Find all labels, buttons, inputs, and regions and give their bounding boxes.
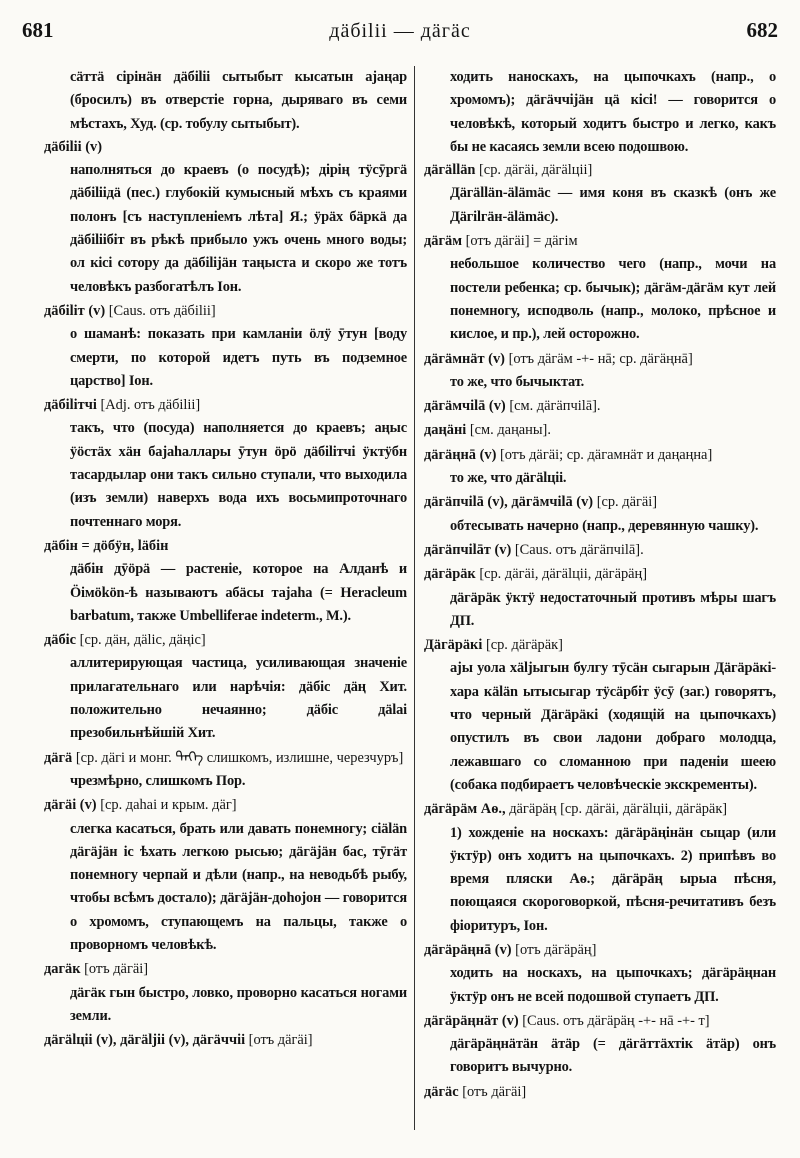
etymology: [ср. дäгäрäк] xyxy=(485,637,563,654)
dictionary-entry xyxy=(424,1010,776,1080)
headword: дäгäс xyxy=(424,1083,459,1100)
etymology: [ср. дäгi и монг. ᠳᠡᠭᠡ слишкомъ, излишне, черезчуръ] xyxy=(75,749,404,766)
headword: даңäні xyxy=(424,422,467,439)
entry-head xyxy=(44,1029,407,1052)
definition: дäгäрäк ӱктӱ недостаточный противъ мѣры шагъ ДП. xyxy=(450,589,776,629)
entry-head xyxy=(424,798,776,821)
headword: дäбiliт (v) xyxy=(44,302,106,319)
headword: дäгäi (v) xyxy=(44,797,97,814)
entry-head xyxy=(424,539,776,562)
dictionary-entry xyxy=(424,563,776,633)
dictionary-entry xyxy=(424,539,776,562)
etymology: [отъ дäгäi; ср. дäгамнäт и даңаңна] xyxy=(499,446,713,463)
entry-head xyxy=(424,939,776,962)
definition: дäгäк гын быстро, ловко, проворно касаться ногами земли. xyxy=(70,984,407,1024)
entry-head xyxy=(44,394,407,417)
etymology: [ср. дäгäi] xyxy=(596,494,658,511)
dictionary-entry xyxy=(44,136,407,299)
definition: чрезмѣрно, слишкомъ Пор. xyxy=(70,772,246,789)
page-number-right: 682 xyxy=(746,18,778,42)
dictionary-entry xyxy=(424,419,776,442)
headword: дäгäрäм Аѳ., xyxy=(424,801,506,818)
dictionary-entry xyxy=(424,159,776,229)
definition: то же, что дäгälцiі. xyxy=(450,470,567,487)
definition: такъ, что (посуда) наполняется до краевъ; аңыс ӱöстäх хäн баjаһаллары ӯтун öрö дäбiliтчi ӱктӱбн тасардылар они такъ сильно ступали, что выходила (изъ земли) наверхъ вода ихъ восьмипроточнаго почтеннаго моря. xyxy=(70,420,407,530)
definition: обтесывать начерно (напр., деревянную чашку). xyxy=(450,517,759,534)
headword: дäгälцiі (v), дäгäljiі (v), дäгäччiі xyxy=(44,1032,246,1049)
definition: аjы уола хälјыгын булгу тӯсäн сыгарын Дäгäрäкi-хара кälän ытысыгар тӱсäрбiт ӱсӯ (заг.) говорятъ, что черный Дäгäрäкi (ходящiй на цыпочкахъ) опустилъ въ свои ладони добраго молодца, лежавшаго со сломанною при паденiи шеею (собака подбираетъ человѣческiе экскременты). xyxy=(450,660,776,793)
etymology: [Caus. отъ дäбiliі] xyxy=(108,302,216,319)
etymology: [отъ дäгäi] xyxy=(84,961,149,978)
entry-head xyxy=(424,491,776,514)
dictionary-entry xyxy=(44,535,407,628)
headword: дäбiс xyxy=(44,632,77,649)
dictionary-entry xyxy=(424,348,776,395)
entry-head xyxy=(44,136,407,159)
column-divider xyxy=(414,66,415,1130)
dictionary-entry xyxy=(424,491,776,538)
headword: дäгäңнā (v) xyxy=(424,446,497,463)
entry-head xyxy=(44,300,407,323)
etymology: [ср. даһаі и крым. дäг] xyxy=(100,797,237,814)
dictionary-entry xyxy=(424,444,776,491)
entry-head xyxy=(424,348,776,371)
headword: дäгäрäңнā (v) xyxy=(424,941,512,958)
definition: небольшое количество чего (напр., мочи на постели ребенка; ср. бычык); дäгäм-дäгäм кут лей понемногу, исподволь (напр., молоко, прѣсное и кислое, и пр.), лей осторожно. xyxy=(450,256,776,343)
dictionary-entry xyxy=(44,300,407,393)
definition: слегка касаться, брать или давать понемногу; сiälän дäгäjäн iс ѣхать легкою рысью; дäгäjäн бас, тӯгäт понемногу черпай и дѣли (напр., на неводьбѣ рыбу, чтобы всѣмъ достало); дäгäjäн-доһоjон — говорится о хромомъ, ступающемъ на пальцы, также о проворномъ человѣкѣ. xyxy=(70,820,407,953)
headword: дäбiliі (v) xyxy=(44,138,103,155)
dictionary-entry xyxy=(44,747,407,794)
dictionary-entry xyxy=(44,394,407,534)
etymology: [ср. дäн, дälic, дäңiс] xyxy=(79,632,206,649)
etymology: [отъ дäгäм -+- нā; ср. дäгäңнā] xyxy=(508,350,693,367)
definition: то же, что бычыктат. xyxy=(450,373,585,390)
headword: Дäгäрäкi xyxy=(424,637,483,654)
entry-head xyxy=(424,395,776,418)
entry-head xyxy=(424,1081,776,1104)
running-title: дäбiliі — дäгäс xyxy=(329,20,471,42)
etymology: [Caus. отъ дäгäрäң -+- нā -+- т] xyxy=(522,1012,710,1029)
entry-head xyxy=(424,1010,776,1033)
entry-head xyxy=(44,747,407,770)
entry-head xyxy=(424,634,776,657)
entry-head xyxy=(44,958,407,981)
dictionary-entry xyxy=(44,958,407,1028)
headword: дäгällän xyxy=(424,162,476,179)
continued-text: ходить наноскахъ, на цыпочкахъ (напр., о хромомъ); дäгäччiјäн цä кiсi! — говорится о человѣкѣ, который ходитъ быстро и легко, какъ бы не касаясь земли всею подошвою. xyxy=(450,69,776,155)
headword: дäгäпчilāт (v) xyxy=(424,541,512,558)
definition: ходить на носкахъ, на цыпочкахъ; дäгäрäңнан ӱктӱр онъ не всей подошвой ступаетъ ДП. xyxy=(450,965,776,1005)
headword: дäгäрäк xyxy=(424,566,476,583)
page-header xyxy=(22,18,778,52)
headword: дäгä xyxy=(44,749,73,766)
entry-head xyxy=(424,419,776,442)
dictionary-entry xyxy=(44,1029,407,1052)
etymology: дäгäрäң [ср. дäгäi, дäгälцiі, дäгäрäк] xyxy=(509,801,728,818)
headword: дäгäмнäт (v) xyxy=(424,350,505,367)
entry-head xyxy=(424,159,776,182)
definition: дäгäрäңнäтäн äтäр (= дäгäттäхтiк äтäр) онъ говоритъ вычурно. xyxy=(450,1036,776,1076)
etymology: [Adj. отъ дäбiliі] xyxy=(100,397,201,414)
entry-list xyxy=(424,159,776,1104)
headword: дäгäм xyxy=(424,233,463,250)
entry-list xyxy=(44,136,407,1053)
dictionary-entry xyxy=(44,794,407,957)
definition: аллитерирующая частица, усиливающая значенiе прилагательнаго или нарѣчiя: дäбiс дäң Хит. положительно нечаянно; дäбiс дälai презобильнѣйшiй Хит. xyxy=(70,655,407,742)
headword: дäгäмчilā (v) xyxy=(424,398,506,415)
dictionary-entry xyxy=(424,939,776,1009)
entry-head xyxy=(424,563,776,586)
dictionary-entry xyxy=(424,634,776,797)
dictionary-entry xyxy=(44,629,407,745)
headword: дäбiliтчі xyxy=(44,397,97,414)
definition: дäбiн дӯöрä — растенiе, которое на Алданѣ и Öiмökön-ѣ называютъ абäсы таjаһа (= Heracleum barbatum, также Umbelliferae indeterm., М.). xyxy=(70,561,407,624)
entry-head xyxy=(424,230,776,253)
etymology: [см. дäгäпчilā]. xyxy=(509,398,601,415)
page-number-left: 681 xyxy=(22,18,54,42)
right-column xyxy=(424,66,776,1105)
etymology: [отъ дäгäi] xyxy=(248,1032,313,1049)
dictionary-entry xyxy=(424,798,776,938)
continued-text: сäттä сiрінäн дäбiliі сытыбыт кысатын аjаңар (бросилъ) въ отверстiе горна, дыряваго въ семи мѣстахъ, Худ. (ср. тобулу сытыбыт). xyxy=(70,69,407,132)
headword: дäбiн = дöбӱн, läбiн xyxy=(44,537,169,554)
dictionary-entry xyxy=(424,395,776,418)
entry-head xyxy=(44,794,407,817)
definition: Дäгällän-älämäс — имя коня въ сказкѣ (онъ же Дäгilгäн-älämäс). xyxy=(450,185,776,225)
entry-head xyxy=(44,535,407,558)
definition: наполняться до краевъ (о посудѣ); дiрiң тӱсӯргä дäбiliiдä (пес.) глубокiй кумысный мѣхъ съ краями полонъ [съ наступленiемъ лѣта] Я.; ӱрäх бäркä да дäбiliiбiт въ рѣкѣ прибыло ужъ очень много воды; ол кiсi сотору да дäбiliјäн таңыста и скоро же тотъ человѣкъ разбогатѣлъ Іон. xyxy=(70,162,407,295)
definition: о шаманѣ: показать при камланiи öлӱ ӯтун [воду смерти, по которой идетъ путь въ подземное царство] Іон. xyxy=(70,326,407,389)
etymology: [отъ дäгäi] = дäгiм xyxy=(465,233,578,250)
entry-head xyxy=(424,444,776,467)
headword: дагäк xyxy=(44,961,81,978)
etymology: [ср. дäгäi, дäгälцiі] xyxy=(479,162,593,179)
headword: дäгäпчilā (v), дäгäмчilā (v) xyxy=(424,494,594,511)
dictionary-entry xyxy=(424,230,776,346)
etymology: [отъ дäгäi] xyxy=(462,1083,527,1100)
definition: 1) хожденiе на носкахъ: дäгäрäңiнäн сыцар (или ӱктӱр) онъ ходитъ на цыпочкахъ. 2) припѣвъ во время пляски Аѳ.; дäгäрäң ырыа пѣсня, поющаяся скороговоркой, пѣсня-речитативъ безъ фiоритуръ, Іон. xyxy=(450,824,776,934)
etymology: [см. даңаны]. xyxy=(469,422,551,439)
etymology: [отъ дäгäрäң] xyxy=(515,941,597,958)
etymology: [Caus. отъ дäгäпчilā]. xyxy=(514,541,644,558)
entry-head xyxy=(44,629,407,652)
etymology: [ср. дäгäi, дäгälцiі, дäгäрäң] xyxy=(479,566,648,583)
headword: дäгäрäңнäт (v) xyxy=(424,1012,519,1029)
dictionary-entry xyxy=(424,1081,776,1104)
left-column xyxy=(44,66,407,1053)
